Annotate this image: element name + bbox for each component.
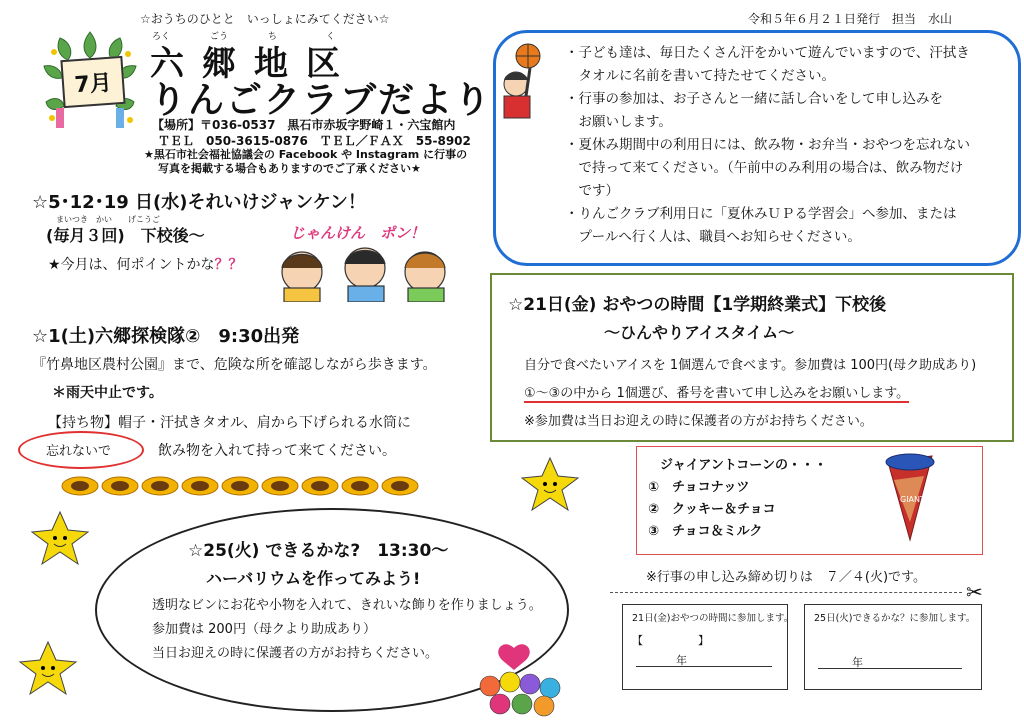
sns-note-1: ★黒石市社会福祉協議会の Facebook や Instagram に行事の (144, 148, 468, 161)
month-label: 7月 (60, 56, 125, 108)
scissors-icon: ✂ (966, 580, 983, 604)
herbarium-subtitle: ハーバリウムを作ってみよう! (206, 569, 421, 588)
star-smile-icon (18, 640, 78, 696)
notice-line: お願いします。 (565, 114, 672, 130)
notice-line: ・行事の参加は、お子さんと一緒に話し合いをして申し込みを (565, 91, 943, 107)
cut-line (610, 592, 962, 593)
sns-note-2: 写真を掲載する場合もありますのでご了承ください★ (158, 162, 421, 175)
herbarium-line-3: 当日お迎えの時に保護者の方がお持ちください。 (152, 646, 439, 661)
snack-line-1: 自分で食べたいアイスを 1個選んで食べます。参加費は 100円(母ク助成あり) (524, 358, 977, 373)
notice-line: ・夏休み期間中の利用日には、飲み物・お弁当・おやつを忘れない (565, 137, 970, 153)
explore-line-4: 飲み物を入れて持って来てください。 (158, 443, 396, 459)
herbarium-title: ☆25(火) できるかな? 13:30～ (188, 541, 449, 561)
month-badge (40, 30, 140, 130)
cone-option: ③ チョコ＆ミルク (648, 524, 763, 539)
form-herbarium-name-line[interactable] (818, 668, 962, 669)
title-district: 六郷地区 (150, 44, 358, 84)
form-herbarium-text: 25日(火)できるかな？に参加します。 (814, 613, 976, 624)
cone-title: ジャイアントコーンの・・・ (660, 458, 828, 473)
janken-title: ☆5･12･19 日(水)それいけジャンケン！ (32, 192, 366, 213)
explore-line-1: 『竹鼻地区農村公園』まで、危険な所を確認しながら歩きます。 (32, 357, 437, 373)
snack-line-3: ※参加費は当日お迎えの時に保護者の方がお持ちください。 (524, 414, 873, 429)
star-smile-icon (30, 510, 90, 566)
snack-title: ☆21日(金) おやつの時間【1学期終業式】下校後 (508, 295, 887, 315)
issue-date: 令和５年６月２１日発行 担当 水山 (748, 12, 953, 26)
star-smile-icon (520, 456, 580, 512)
tanzaku-pink (56, 108, 64, 128)
flower-bouquet-icon (474, 642, 570, 718)
tagline: ☆おうちのひとと いっしょにみてください☆ (140, 12, 390, 26)
cone-brand-label: GIANT (900, 495, 925, 504)
notice-line: です） (565, 183, 619, 199)
form-snack-text: 21日(金)おやつの時間に参加します。 (632, 613, 794, 624)
snack-line-2: ①～③の中から 1個選び、番号を書いて申し込みをお願いします。 (524, 382, 909, 403)
janken-sub: (毎月３回) 下校後～ (46, 226, 205, 245)
title-club-news: りんごクラブだより (150, 80, 493, 121)
boy-basketball-icon (490, 40, 550, 120)
cone-option: ① チョコナッツ (648, 480, 750, 495)
question-marks: ？？ (214, 257, 243, 273)
notice-line: タオルに名前を書いて持たせてください。 (565, 68, 835, 84)
janken-art-text: じゃんけん ポン！ (290, 224, 426, 242)
snack-subtitle: ～ひんやりアイスタイム～ (604, 323, 795, 342)
notice-line: ・りんごクラブ利用日に「夏休みＵＰる学習会」へ参加、または (565, 206, 957, 222)
sunflower-border (60, 474, 450, 498)
tanzaku-blue (116, 108, 124, 128)
janken-sub-ruby: まいつき かい げこうご (56, 215, 160, 224)
ruby-4: く (326, 32, 336, 42)
form-snack-name-line[interactable] (636, 666, 772, 667)
place-info: 【場所】〒036-0537 黒石市赤坂字野崎１・六宝館内 (152, 118, 456, 132)
deadline-note: ※行事の申し込み締め切りは ７／４(火)です。 (646, 570, 926, 585)
form-herbarium-year: 年 (852, 656, 863, 669)
ice-cream-cone-icon (880, 452, 940, 542)
cone-option: ② クッキー＆チョコ (648, 502, 776, 517)
notice-line: ・子ども達は、毎日たくさん汗をかいて遊んでいますので、汗拭き (565, 45, 970, 61)
notice-line: プールへ行く人は、職員へお知らせください。 (565, 229, 861, 245)
notice-line: で持って来てください。（午前中のみ利用の場合は、飲み物だけ (565, 160, 964, 176)
forget-label: 忘れないで (46, 444, 112, 459)
herbarium-line-1: 透明なビンにお花や小物を入れて、きれいな飾りを作りましょう。 (152, 598, 542, 613)
ruby-1: ろく (152, 32, 171, 42)
janken-line (48, 254, 243, 274)
janken-line-text: ★今月は、何ポイントかな (48, 257, 215, 273)
notice-list (565, 42, 995, 249)
explore-line-3: 【持ち物】帽子・汗拭きタオル、肩から下げられる水筒に (48, 415, 411, 431)
kids-janken-illustration (270, 240, 460, 302)
form-snack-year: 年 (676, 654, 687, 667)
ruby-2: ごう (210, 32, 229, 42)
explore-title: ☆1(土)六郷探検隊② 9:30出発 (32, 326, 300, 347)
form-snack-bracket[interactable]: 【 】 (632, 634, 709, 647)
ruby-3: ち (268, 32, 278, 42)
herbarium-line-2: 参加費は 200円（母クより助成あり） (152, 622, 376, 637)
explore-line-2: ＊雨天中止です。 (52, 385, 163, 401)
tel-info: ＴＥＬ 050-3615-0876 ＴＥＬ／ＦＡＸ 55-8902 (158, 134, 471, 148)
